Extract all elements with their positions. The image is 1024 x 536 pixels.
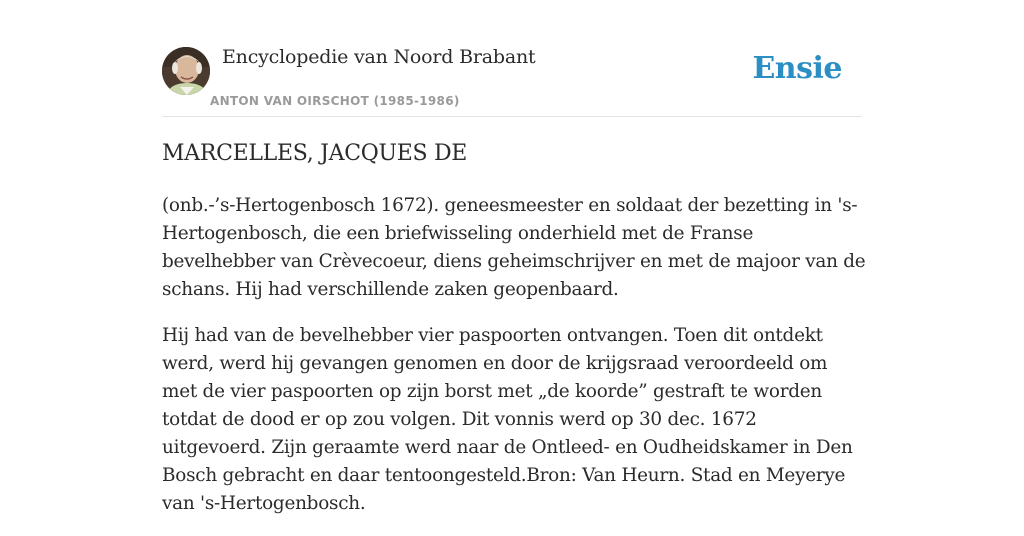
entry-body [162,192,866,536]
avatar[interactable] [162,47,210,95]
entry-paragraph: (onb.-’s-Hertogenbosch 1672). geneesmeester en soldaat der bezetting in 's-Hertogenbosch, die een briefwisseling onderhield met de Franse bevelhebber van Crèvecoeur, diens geheimschrijver en met de majoor van de schans. Hij had verschillende zaken geopenbaard. [162,195,866,300]
header [162,0,862,117]
entry-paragraph: Hij had van de bevelhebber vier paspoorten ontvangen. Toen dit ontdekt werd, werd hij gevangen genomen en door de krijgsraad veroordeeld om met de vier paspoorten op zijn borst met „de koorde” gestraft te worden totdat de dood er op zou volgen. Dit vonnis werd op 30 dec. 1672 uitgevoerd. Zijn geraamte werd naar de Ontleed- en Oudheidskamer in Den Bosch gebracht en daar tentoongesteld.Bron: Van Heurn. Stad en Meyerye van 's-Hertogenbosch. [162,325,853,514]
ensie-logo[interactable]: Ensie [752,51,842,86]
source-title[interactable]: Encyclopedie van Noord Brabant [222,46,536,68]
author-portrait-icon [162,47,210,95]
entry-title: MARCELLES, JACQUES DE [162,141,468,166]
page [162,0,866,514]
author-name[interactable]: ANTON VAN OIRSCHOT (1985-1986) [210,94,460,108]
